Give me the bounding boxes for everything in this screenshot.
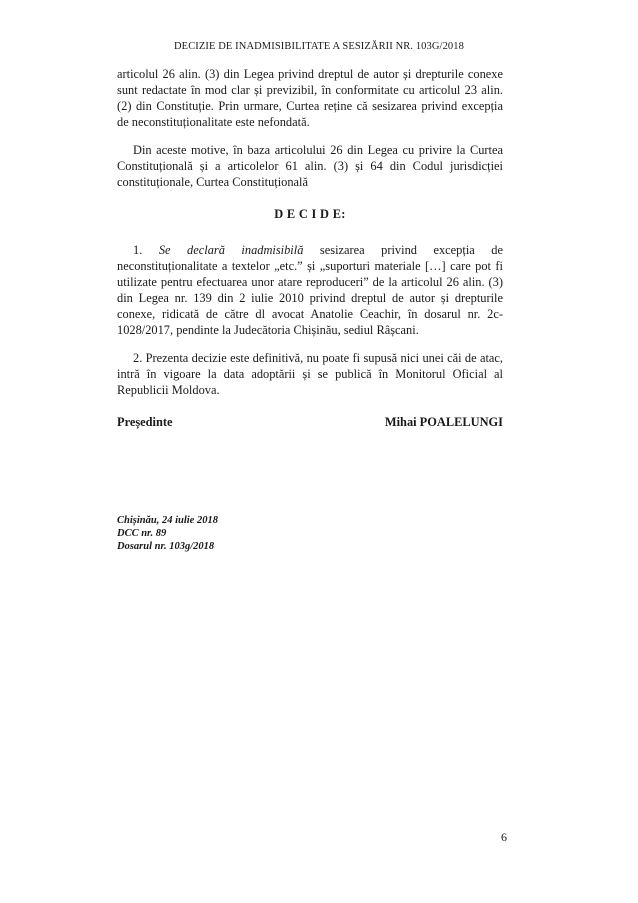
page-number: 6 [501, 830, 507, 844]
footer-place-date: Chișinău, 24 iulie 2018 [117, 515, 218, 526]
item-1-number: 1. [133, 243, 143, 257]
decide-heading: D E C I D E: [274, 207, 346, 221]
document-body [117, 66, 503, 430]
signature-role: Președinte [117, 415, 173, 429]
footer-dosar: Dosarul nr. 103g/2018 [117, 541, 215, 552]
paragraph-motives: Din aceste motive, în baza articolului 26 din Legea cu privire la Curtea Constituțională și a articolelor 61 alin. (3) și 64 din Codul jurisdicției constituționale, Curtea Constituțională [117, 143, 503, 189]
item-1-italic: Se declară inadmisibilă [158, 243, 304, 257]
signature-row [117, 414, 503, 430]
page-header: DECIZIE DE INADMISIBILITATE A SESIZĂRII NR. 103G/2018 [174, 41, 464, 52]
paragraph-conclusion: articolul 26 alin. (3) din Legea privind dreptul de autor și drepturile conexe sunt redactate în mod clar și previzibil, în conformitate cu articolul 23 alin. (2) din Constituție. Prin urmare, Curtea reține că sesizarea privind excepția de neconstituționalitate este nefondată. [117, 67, 503, 129]
signature-name: Mihai POALELUNGI [384, 415, 503, 429]
decision-item-1 [117, 242, 503, 338]
decision-item-2: 2. Prezenta decizie este definitivă, nu poate fi supusă nici unei căi de atac, intră în vigoare la data adoptării și se publică în Monitorul Oficial al Republicii Moldova. [117, 351, 503, 397]
footer-dcc: DCC nr. 89 [117, 528, 167, 539]
item-1-text: sesizarea privind excepția de neconstituționalitate a textelor „etc.” și „suporturi materiale […] care pot fi utilizate pentru efectuarea unor atare reproduceri” de la articolul 26 alin. (3) din Legea nr. 139 din 2 iulie 2010 privind dreptul de autor și drepturile conexe, ridicată de către dl avocat Anatolie Ceachir, în dosarul nr. 2c-1028/2017, pendinte la Judecătoria Chișinău, sediul Râșcani. [117, 243, 503, 337]
document-footer [117, 514, 417, 553]
